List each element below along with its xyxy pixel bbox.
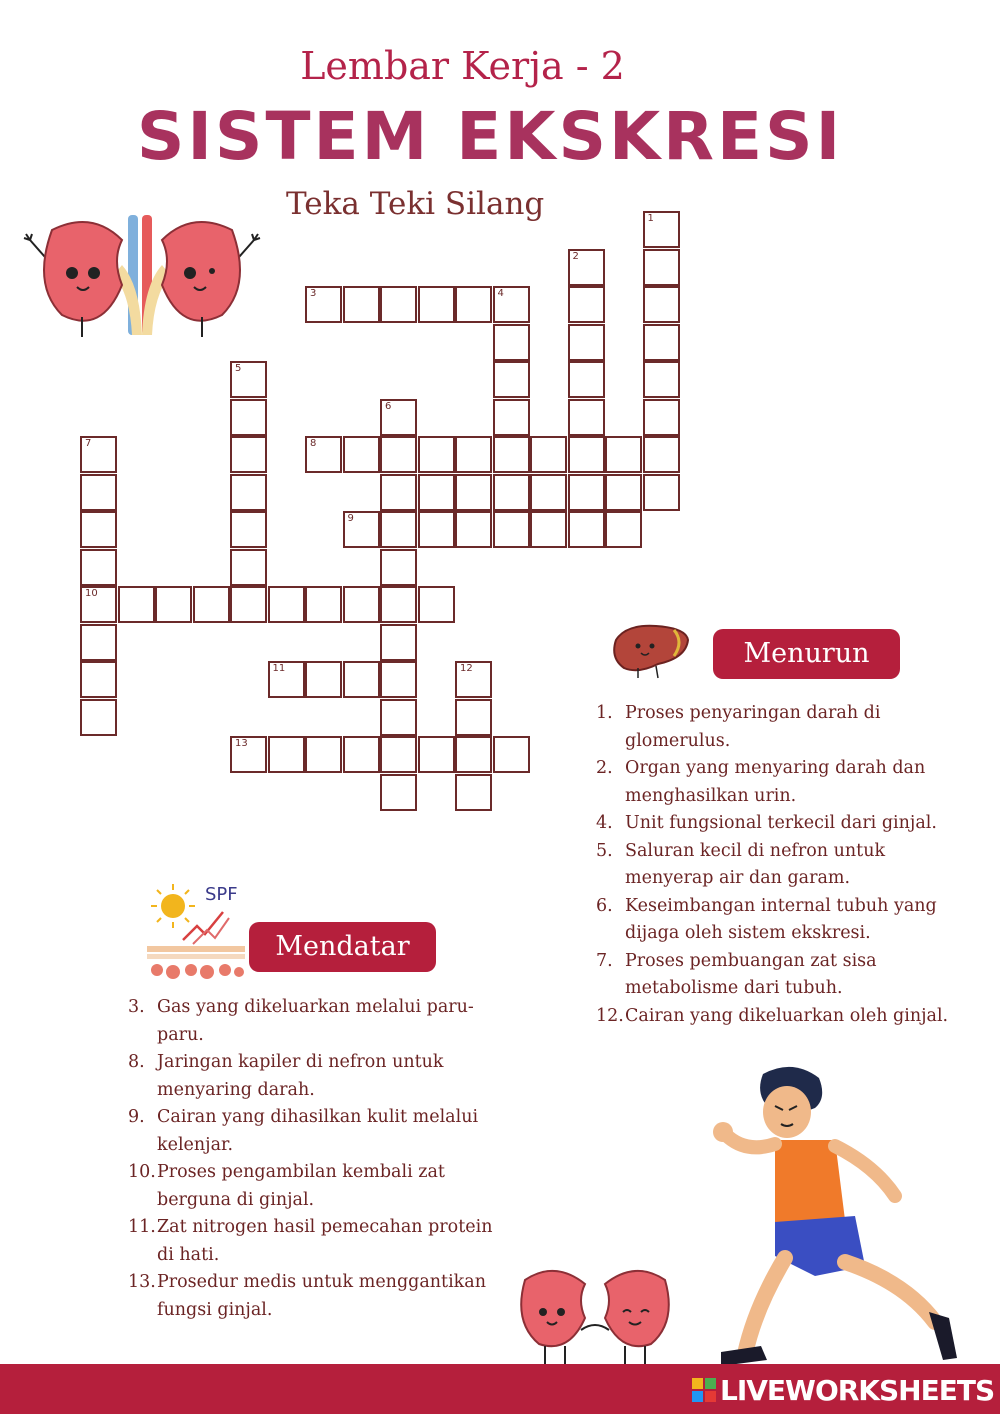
crossword-cell[interactable] xyxy=(568,324,605,361)
clue-number: 11 xyxy=(272,663,286,674)
clue-text: Prosedur medis untuk menggantikan fungsi ginjal. xyxy=(157,1272,486,1320)
skin-spf-icon xyxy=(143,878,248,983)
clue-item xyxy=(596,755,976,810)
crossword-cell[interactable] xyxy=(80,436,117,473)
page-title: SISTEM EKSKRESI xyxy=(136,98,844,175)
crossword-cell[interactable] xyxy=(568,474,605,511)
crossword-cell[interactable] xyxy=(568,361,605,398)
crossword-cell[interactable] xyxy=(343,661,380,698)
clue-number-label: 1. xyxy=(596,703,613,723)
crossword-cell[interactable] xyxy=(380,511,417,548)
crossword-cell[interactable] xyxy=(268,661,305,698)
clue-item xyxy=(128,1214,504,1269)
clue-number-label: 8. xyxy=(128,1052,145,1072)
crossword-cell[interactable] xyxy=(643,249,680,286)
clue-number: 13 xyxy=(235,738,248,749)
crossword-cell[interactable] xyxy=(193,586,230,623)
crossword-cell[interactable] xyxy=(643,361,680,398)
crossword-cell[interactable] xyxy=(418,511,455,548)
clue-item xyxy=(596,810,976,838)
kidneys-illustration xyxy=(22,205,262,345)
crossword-cell[interactable] xyxy=(230,511,267,548)
clue-number-label: 13. xyxy=(128,1272,156,1292)
clue-number-label: 4. xyxy=(596,813,613,833)
crossword-cell[interactable] xyxy=(80,661,117,698)
crossword-cell[interactable] xyxy=(80,586,117,623)
liver-icon xyxy=(608,620,693,680)
crossword-cell[interactable] xyxy=(568,511,605,548)
crossword-cell[interactable] xyxy=(418,286,455,323)
crossword-cell[interactable] xyxy=(493,324,530,361)
clue-number-label: 10. xyxy=(128,1162,156,1182)
crossword-cell[interactable] xyxy=(343,511,380,548)
crossword-cell[interactable] xyxy=(530,474,567,511)
clue-item xyxy=(596,1003,976,1031)
clue-text: Gas yang dikeluarkan melalui paru-paru. xyxy=(157,997,474,1045)
clue-text: Zat nitrogen hasil pemecahan protein di hati. xyxy=(157,1217,493,1265)
crossword-cell[interactable] xyxy=(455,736,492,773)
clue-text: Keseimbangan internal tubuh yang dijaga oleh sistem ekskresi. xyxy=(625,895,937,943)
clue-item xyxy=(128,1269,504,1324)
clue-number-label: 2. xyxy=(596,758,613,778)
crossword-cell[interactable] xyxy=(380,699,417,736)
clue-number: 12 xyxy=(460,663,473,674)
crossword-cell[interactable] xyxy=(343,436,380,473)
clue-number: 4 xyxy=(497,288,504,299)
crossword-cell[interactable] xyxy=(268,586,305,623)
clue-text: Jaringan kapiler di nefron untuk menyaring darah. xyxy=(157,1052,444,1100)
brand-name[interactable]: LIVEWORKSHEETS xyxy=(720,1374,995,1407)
crossword-cell[interactable] xyxy=(380,286,417,323)
crossword-cell[interactable] xyxy=(643,211,680,248)
clue-text: Organ yang menyaring darah dan menghasilkan urin. xyxy=(625,758,926,806)
crossword-cell[interactable] xyxy=(380,661,417,698)
crossword-cell[interactable] xyxy=(305,286,342,323)
crossword-cell[interactable] xyxy=(605,511,642,548)
crossword-cell[interactable] xyxy=(380,586,417,623)
clue-number: 10 xyxy=(85,588,98,599)
clue-number-label: 5. xyxy=(596,840,613,861)
mendatar-heading: Mendatar xyxy=(249,922,436,972)
crossword-cell[interactable] xyxy=(305,736,342,773)
clue-number: 2 xyxy=(572,250,579,262)
crossword-cell[interactable] xyxy=(605,474,642,511)
crossword-cell[interactable] xyxy=(643,324,680,361)
crossword-cell[interactable] xyxy=(643,399,680,436)
clue-number: 3 xyxy=(310,288,317,299)
crossword-cell[interactable] xyxy=(568,286,605,323)
crossword-cell[interactable] xyxy=(305,661,342,698)
crossword-cell[interactable] xyxy=(455,474,492,511)
clue-number: 9 xyxy=(347,513,354,524)
crossword-cell[interactable] xyxy=(643,436,680,473)
crossword-cell[interactable] xyxy=(568,436,605,473)
crossword-cell[interactable] xyxy=(230,399,267,436)
crossword-cell[interactable] xyxy=(268,736,305,773)
crossword-cell[interactable] xyxy=(230,436,267,473)
crossword-cell[interactable] xyxy=(493,436,530,473)
clue-text: Cairan yang dihasilkan kulit melalui kelenjar. xyxy=(157,1107,479,1155)
clue-number: 5 xyxy=(235,363,242,374)
crossword-cell[interactable] xyxy=(380,736,417,773)
crossword-cell[interactable] xyxy=(455,774,492,811)
clue-number-label: 7. xyxy=(596,950,613,971)
crossword-cell[interactable] xyxy=(380,474,417,511)
clue-item xyxy=(596,838,976,893)
liveworksheets-logo-icon xyxy=(692,1378,716,1402)
menurun-clue-list xyxy=(596,700,976,1030)
clue-item xyxy=(128,1159,504,1214)
crossword-cell[interactable] xyxy=(80,474,117,511)
spf-label: SPF xyxy=(205,884,238,905)
crossword-cell[interactable] xyxy=(418,474,455,511)
crossword-cell[interactable] xyxy=(230,549,267,586)
crossword-cell[interactable] xyxy=(380,399,417,436)
crossword-cell[interactable] xyxy=(568,249,605,286)
crossword-cell[interactable] xyxy=(605,436,642,473)
crossword-cell[interactable] xyxy=(530,436,567,473)
crossword-cell[interactable] xyxy=(230,361,267,398)
clue-text: Saluran kecil di nefron untuk menyerap air dan garam. xyxy=(625,840,886,888)
crossword-cell[interactable] xyxy=(455,286,492,323)
crossword-cell[interactable] xyxy=(455,699,492,736)
menurun-heading: Menurun xyxy=(713,629,900,679)
clue-number: 1 xyxy=(647,213,654,224)
crossword-cell[interactable] xyxy=(118,586,155,623)
crossword-cell[interactable] xyxy=(493,399,530,436)
crossword-cell[interactable] xyxy=(455,661,492,698)
crossword-cell[interactable] xyxy=(568,399,605,436)
clue-number-label: 12. xyxy=(596,1005,624,1026)
clue-number-label: 11. xyxy=(128,1217,156,1237)
clue-text: Proses pembuangan zat sisa metabolisme dari tubuh. xyxy=(625,950,877,998)
crossword-cell[interactable] xyxy=(230,586,267,623)
kidney-friends-illustration xyxy=(505,1260,685,1370)
crossword-cell[interactable] xyxy=(380,774,417,811)
crossword-cell[interactable] xyxy=(418,436,455,473)
clue-item xyxy=(596,948,976,1003)
clue-item xyxy=(596,700,976,755)
crossword-cell[interactable] xyxy=(380,436,417,473)
crossword-cell[interactable] xyxy=(493,511,530,548)
clue-text: Proses pengambilan kembali zat berguna di ginjal. xyxy=(157,1162,445,1210)
crossword-cell[interactable] xyxy=(380,549,417,586)
crossword-cell[interactable] xyxy=(493,361,530,398)
crossword-cell[interactable] xyxy=(305,436,342,473)
crossword-cell[interactable] xyxy=(493,286,530,323)
mendatar-clue-list xyxy=(128,994,504,1324)
crossword-cell[interactable] xyxy=(343,586,380,623)
crossword-cell[interactable] xyxy=(380,624,417,661)
clue-number: 7 xyxy=(85,438,92,449)
clue-item xyxy=(128,1104,504,1159)
crossword-cell[interactable] xyxy=(418,736,455,773)
crossword-cell[interactable] xyxy=(80,624,117,661)
clue-number: 6 xyxy=(385,400,392,412)
clue-item xyxy=(128,1049,504,1104)
crossword-cell[interactable] xyxy=(80,699,117,736)
crossword-cell[interactable] xyxy=(80,511,117,548)
crossword-cell[interactable] xyxy=(343,286,380,323)
crossword-cell[interactable] xyxy=(493,736,530,773)
crossword-cell[interactable] xyxy=(455,436,492,473)
clue-text: Cairan yang dikeluarkan oleh ginjal. xyxy=(625,1005,949,1026)
crossword-cell[interactable] xyxy=(305,586,342,623)
clue-item xyxy=(128,994,504,1049)
crossword-cell[interactable] xyxy=(343,736,380,773)
crossword-cell[interactable] xyxy=(230,474,267,511)
clue-text: Unit fungsional terkecil dari ginjal. xyxy=(625,813,937,833)
crossword-cell[interactable] xyxy=(155,586,192,623)
crossword-cell[interactable] xyxy=(418,586,455,623)
crossword-cell[interactable] xyxy=(643,286,680,323)
clue-number-label: 9. xyxy=(128,1107,145,1127)
crossword-cell[interactable] xyxy=(80,549,117,586)
clue-number-label: 3. xyxy=(128,997,145,1017)
crossword-cell[interactable] xyxy=(493,474,530,511)
clue-number: 8 xyxy=(310,438,317,449)
worksheet-subtitle: Lembar Kerja - 2 xyxy=(300,44,625,88)
clue-number-label: 6. xyxy=(596,895,613,916)
runner-illustration xyxy=(705,1062,975,1382)
crossword-cell[interactable] xyxy=(530,511,567,548)
clue-item xyxy=(596,893,976,948)
puzzle-type-label: Teka Teki Silang xyxy=(286,186,545,222)
crossword-cell[interactable] xyxy=(455,511,492,548)
crossword-cell[interactable] xyxy=(230,736,267,773)
clue-text: Proses penyaringan darah di glomerulus. xyxy=(625,703,881,751)
crossword-cell[interactable] xyxy=(643,474,680,511)
